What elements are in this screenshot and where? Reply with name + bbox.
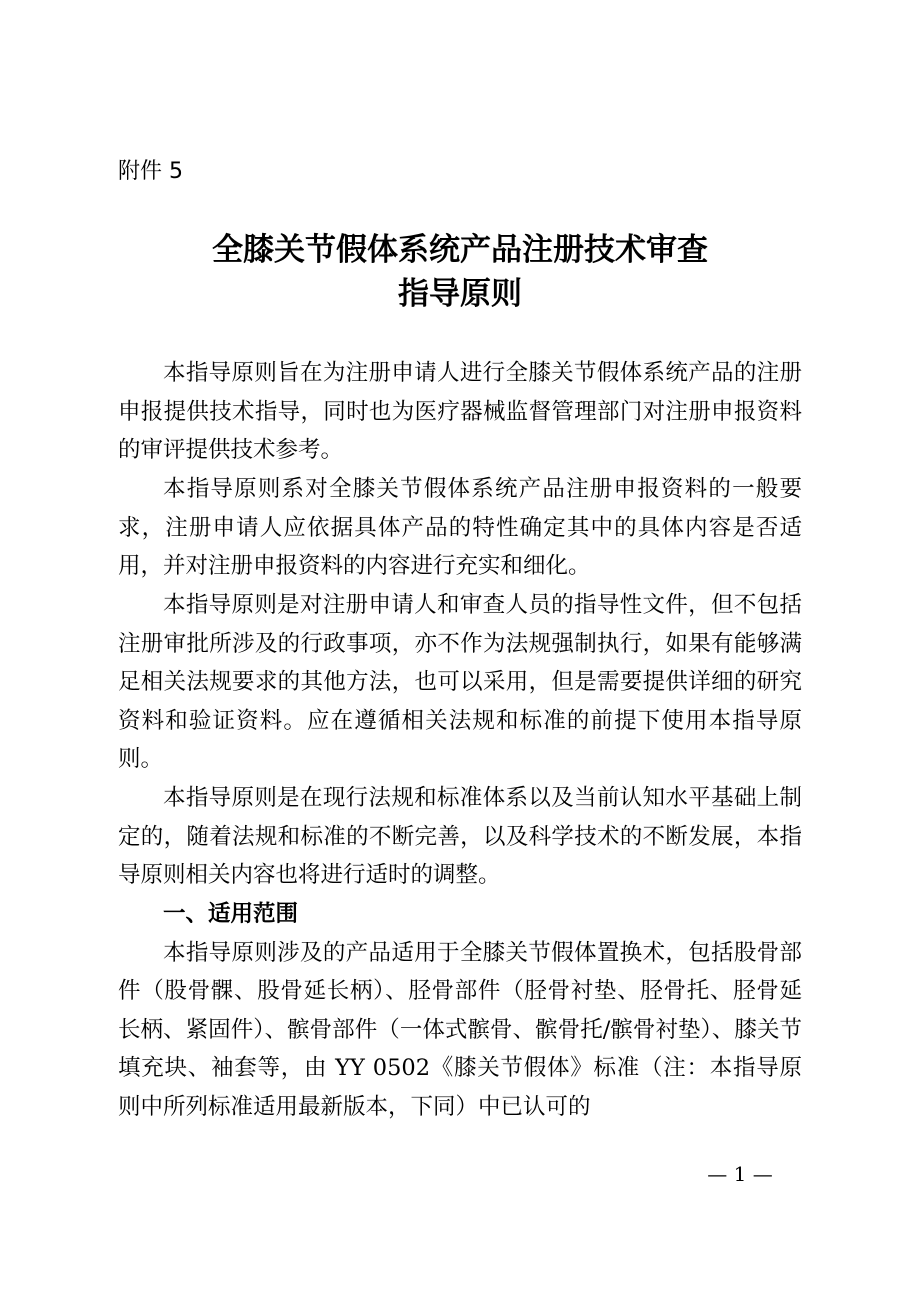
paragraph-purpose: 本指导原则旨在为注册申请人进行全膝关节假体系统产品的注册申报提供技术指导，同时也为医疗器械监督管理部门对注册申报资料的审评提供技术参考。 xyxy=(118,360,802,463)
paragraph-adjustment: 本指导原则是在现行法规和标准体系以及当前认知水平基础上制定的，随着法规和标准的不断完善，以及科学技术的不断发展，本指导原则相关内容也将进行适时的调整。 xyxy=(118,785,802,889)
document-title-line-2: 指导原则 xyxy=(398,276,522,312)
section-heading-scope: 一、适用范围 xyxy=(163,901,299,928)
paragraph-scope: 本指导原则涉及的产品适用于全膝关节假体置换术，包括股骨部件（股骨髁、股骨延长柄）、胫骨部件（胫骨衬垫、胫骨托、胫骨延长柄、紧固件）、髌骨部件（一体式髌骨、髌骨托/髌骨衬垫）、膝关节填充块、袖套等，由 YY 0502《膝关节假体》标准（注：本指导原则中所列标准适用最新版本，下同）中已认可的 xyxy=(118,939,802,1120)
paragraph-general-requirements: 本指导原则系对全膝关节假体系统产品注册申报资料的一般要求，注册申请人应依据具体产品的特性确定其中的具体内容是否适用，并对注册申报资料的内容进行充实和细化。 xyxy=(118,476,802,580)
document-title-line-1: 全膝关节假体系统产品注册技术审查 xyxy=(212,232,708,268)
attachment-label: 附件 5 xyxy=(118,159,183,184)
paragraph-guidance-nature: 本指导原则是对注册申请人和审查人员的指导性文件，但不包括注册审批所涉及的行政事项，亦不作为法规强制执行，如果有能够满足相关法规要求的其他方法，也可以采用，但是需要提供详细的研究资料和验证资料。应在遵循相关法规和标准的前提下使用本指导原则。 xyxy=(118,592,802,773)
page-number: — 1 — xyxy=(707,1162,773,1186)
document-body xyxy=(118,354,802,1127)
